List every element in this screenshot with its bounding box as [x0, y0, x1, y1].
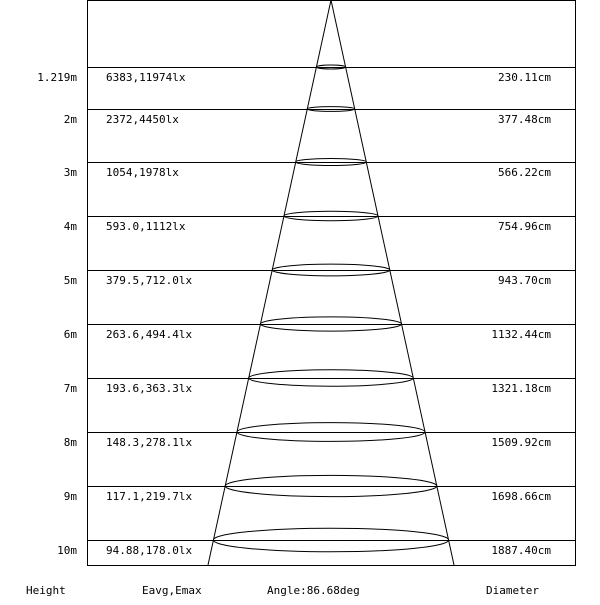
row-illuminance-label: 593.0,1112lx — [106, 220, 186, 233]
height-row — [64, 264, 576, 287]
illuminance-column-label: Eavg,Emax — [142, 584, 202, 597]
height-row — [64, 107, 576, 126]
row-height-label: 9m — [63, 490, 77, 503]
row-diameter-label: 943.70cm — [498, 274, 551, 287]
row-diameter-label: 566.22cm — [498, 166, 551, 179]
row-diameter-label: 1321.18cm — [491, 382, 551, 395]
cone-left-edge — [208, 0, 331, 565]
height-row — [64, 159, 576, 180]
height-row — [64, 370, 576, 395]
row-diameter-label: 1132.44cm — [491, 328, 551, 341]
row-diameter-label: 377.48cm — [498, 113, 551, 126]
row-height-label: 2m — [63, 113, 77, 126]
height-row — [64, 423, 576, 449]
cone-right-edge — [331, 0, 454, 565]
row-diameter-label: 1698.66cm — [491, 490, 551, 503]
row-height-label: 1.219m — [37, 71, 77, 84]
height-row — [37, 65, 576, 84]
row-illuminance-label: 1054,1978lx — [106, 166, 179, 179]
row-illuminance-label: 193.6,363.3lx — [106, 382, 193, 395]
row-height-label: 4m — [63, 220, 77, 233]
height-row — [64, 317, 576, 341]
row-illuminance-label: 148.3,278.1lx — [106, 436, 193, 449]
height-column-label: Height — [26, 584, 66, 597]
rows-layer — [37, 65, 576, 557]
row-diameter-label: 230.11cm — [498, 71, 551, 84]
row-height-label: 6m — [63, 328, 77, 341]
row-height-label: 8m — [63, 436, 77, 449]
height-row — [64, 211, 576, 233]
row-illuminance-label: 94.88,178.0lx — [106, 544, 193, 557]
diameter-column-label: Diameter — [486, 584, 539, 597]
height-row — [64, 475, 576, 503]
row-illuminance-label: 2372,4450lx — [106, 113, 179, 126]
row-illuminance-label: 6383,11974lx — [106, 71, 186, 84]
height-row — [57, 528, 576, 557]
row-diameter-label: 1509.92cm — [491, 436, 551, 449]
beam-angle-label: Angle:86.68deg — [267, 584, 360, 597]
row-height-label: 5m — [63, 274, 77, 287]
row-illuminance-label: 263.6,494.4lx — [106, 328, 193, 341]
row-height-label: 10m — [57, 544, 77, 557]
row-illuminance-label: 379.5,712.0lx — [106, 274, 193, 287]
row-diameter-label: 1887.40cm — [491, 544, 551, 557]
row-illuminance-label: 117.1,219.7lx — [106, 490, 193, 503]
row-height-label: 3m — [63, 166, 77, 179]
row-diameter-label: 754.96cm — [498, 220, 551, 233]
row-height-label: 7m — [63, 382, 77, 395]
